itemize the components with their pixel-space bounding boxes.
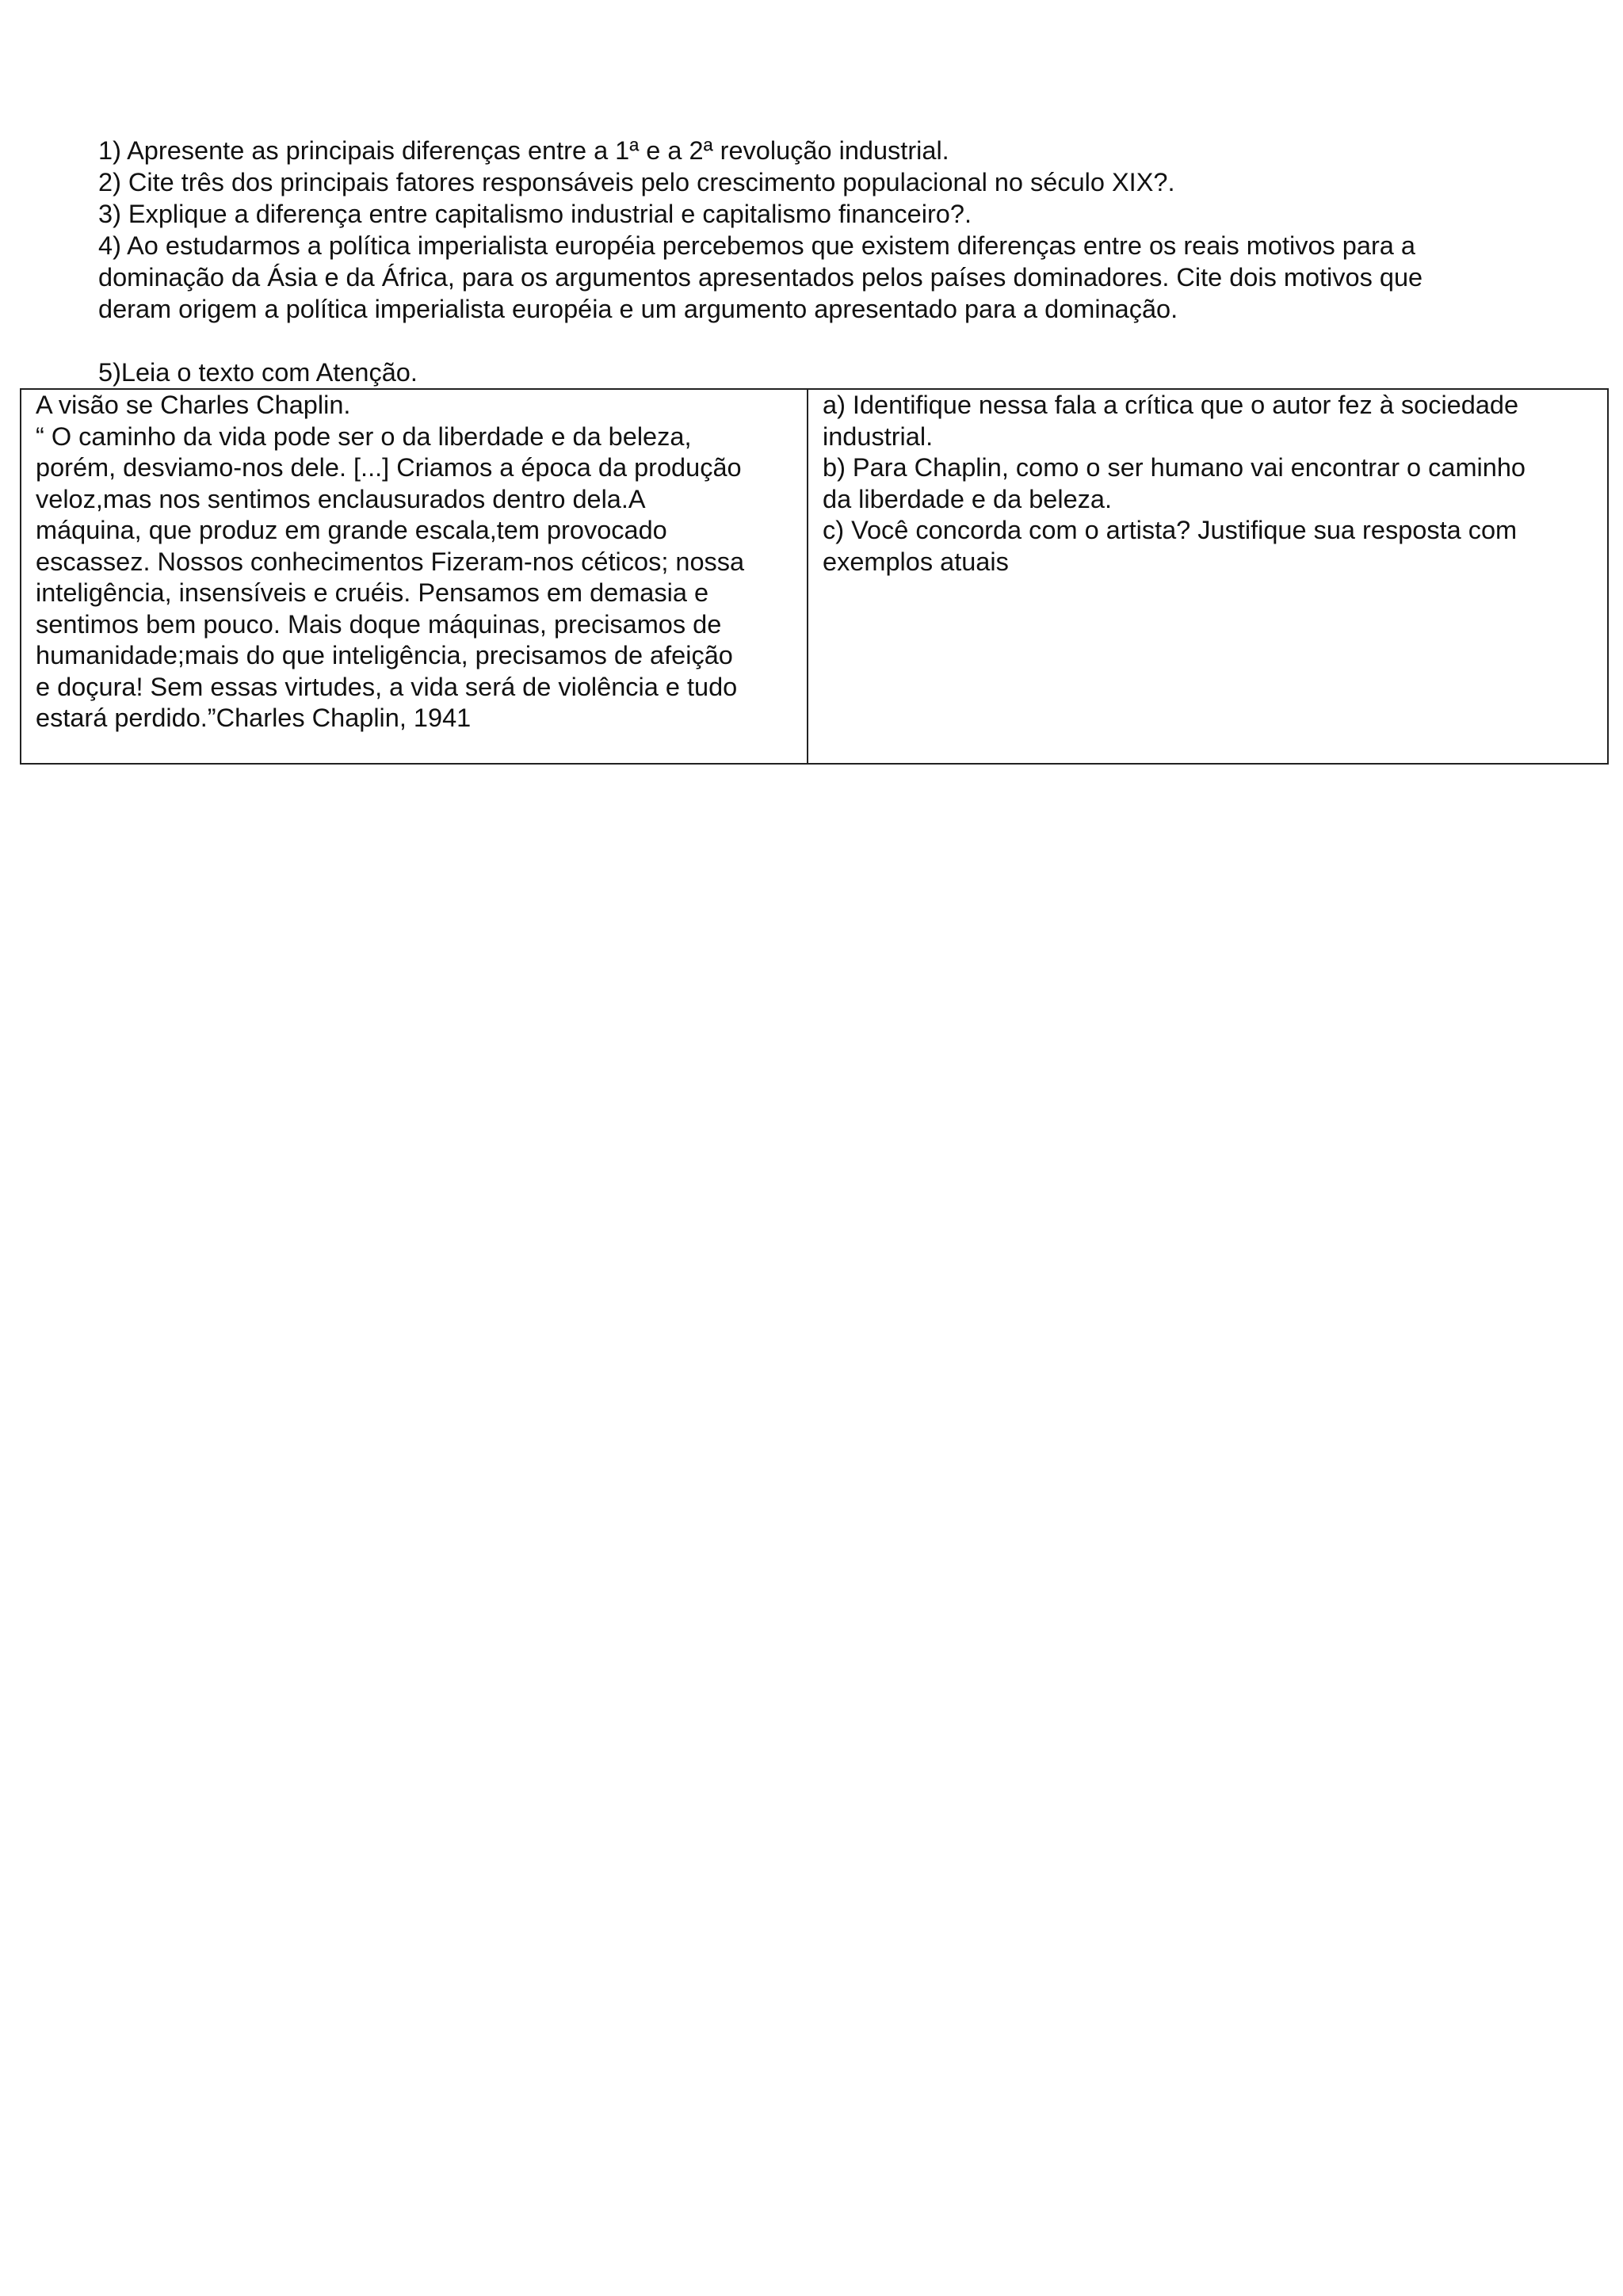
quote-line: porém, desviamo-nos dele. [...] Criamos a época da produção — [36, 453, 742, 482]
sub-questions-cell — [808, 389, 1608, 764]
sub-question-c-cont: exemplos atuais — [823, 547, 1009, 576]
quote-line: sentimos bem pouco. Mais doque máquinas, precisamos de — [36, 609, 722, 639]
table-row — [21, 389, 1608, 764]
question-4-line-3: deram origem a política imperialista européia e um argumento apresentado para a dominação. — [98, 295, 1178, 323]
question-list — [98, 135, 1525, 388]
quote-line: escassez. Nossos conhecimentos Fizeram-nos céticos; nossa — [36, 547, 745, 576]
quote-line: e doçura! Sem essas virtudes, a vida será de violência e tudo — [36, 672, 738, 701]
sub-question-c: c) Você concorda com o artista? Justifique sua resposta com — [823, 516, 1518, 544]
quote-title: A visão se Charles Chaplin. — [36, 391, 351, 419]
sub-question-b: b) Para Chaplin, como o ser humano vai encontrar o caminho — [823, 453, 1526, 482]
quote-attribution: estará perdido.”Charles Chaplin, 1941 — [36, 704, 472, 732]
spacer — [98, 325, 1525, 357]
chaplin-quote-cell — [21, 389, 808, 764]
quote-line: máquina, que produz em grande escala,tem provocado — [36, 516, 667, 544]
chaplin-text-table — [20, 388, 1609, 765]
quote-line: humanidade;mais do que inteligência, precisamos de afeição — [36, 641, 733, 669]
question-3: 3) Explique a diferença entre capitalismo industrial e capitalismo financeiro?. — [98, 200, 972, 228]
question-5-intro: 5)Leia o texto com Atenção. — [98, 358, 418, 387]
sub-question-b-cont: da liberdade e da beleza. — [823, 484, 1113, 513]
sub-question-a-cont: industrial. — [823, 421, 934, 451]
quote-line: “ O caminho da vida pode ser o da liberdade e da beleza, — [36, 421, 692, 451]
quote-line: inteligência, insensíveis e cruéis. Pensamos em demasia e — [36, 578, 709, 607]
question-4-line-2: dominação da Ásia e da África, para os argumentos apresentados pelos países dominadores. Cite dois motivos que — [98, 263, 1423, 292]
question-4-line-1: 4) Ao estudarmos a política imperialista européia percebemos que existem diferenças entre os reais motivos para a — [98, 231, 1415, 260]
question-1: 1) Apresente as principais diferenças entre a 1ª e a 2ª revolução industrial. — [98, 136, 949, 165]
question-2: 2) Cite três dos principais fatores responsáveis pelo crescimento populacional no século XIX?. — [98, 168, 1175, 196]
quote-line: veloz,mas nos sentimos enclausurados dentro dela.A — [36, 484, 646, 513]
sub-question-a: a) Identifique nessa fala a crítica que o autor fez à sociedade — [823, 391, 1519, 419]
